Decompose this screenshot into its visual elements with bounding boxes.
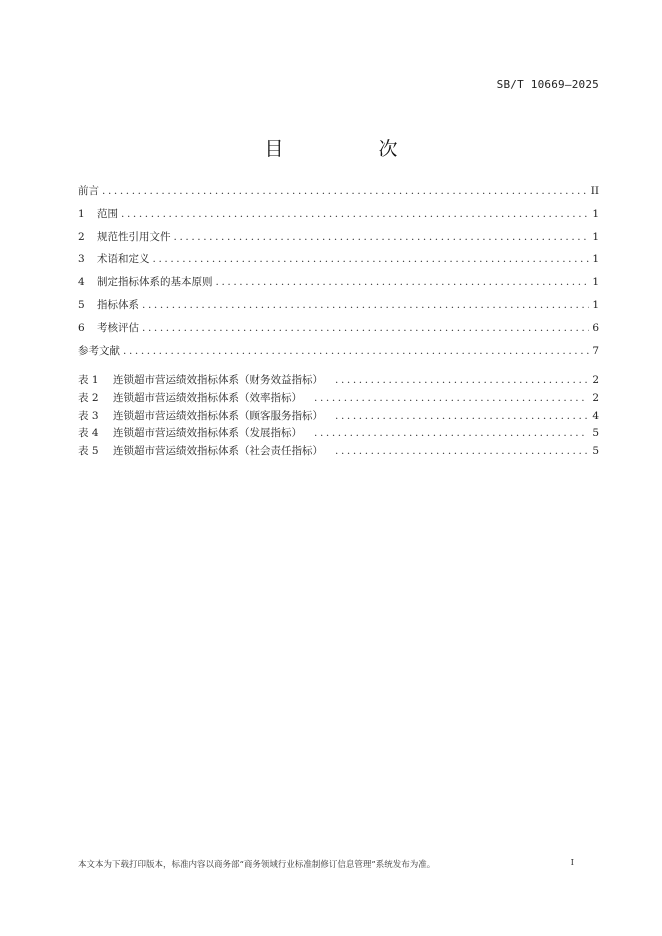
table-entry-label: 连锁超市营运绩效指标体系（效率指标） bbox=[113, 391, 302, 404]
table-entry-page: 4 bbox=[592, 409, 599, 422]
table-entry-number: 表 3 bbox=[78, 409, 99, 422]
toc-item-label: 指标体系 bbox=[97, 298, 139, 311]
table-entry-label: 连锁超市营运绩效指标体系（社会责任指标） bbox=[113, 445, 323, 458]
dot-leader bbox=[335, 372, 588, 390]
table-entry-page: 5 bbox=[592, 427, 599, 440]
toc-item-label: 范围 bbox=[97, 207, 118, 220]
toc-item-indicator-system[interactable] bbox=[78, 294, 599, 317]
table-entry-2[interactable] bbox=[78, 390, 599, 408]
toc-item-page: 1 bbox=[592, 253, 599, 266]
table-entry-label: 连锁超市营运绩效指标体系（顾客服务指标） bbox=[113, 409, 323, 422]
list-of-tables bbox=[78, 372, 599, 461]
table-entry-number: 表 5 bbox=[78, 445, 99, 458]
table-entry-number: 表 4 bbox=[78, 427, 99, 440]
table-entry-4[interactable] bbox=[78, 425, 599, 443]
toc-item-number: 1 bbox=[78, 207, 85, 220]
toc-item-number: 4 bbox=[78, 276, 85, 289]
toc-item-page: 7 bbox=[592, 344, 599, 357]
toc-item-label: 考核评估 bbox=[97, 321, 139, 334]
table-entry-page: 2 bbox=[592, 391, 599, 404]
standard-number: SB/T 10669—2025 bbox=[496, 78, 599, 91]
table-entry-5[interactable] bbox=[78, 443, 599, 461]
toc-item-scope[interactable] bbox=[78, 203, 599, 226]
dot-leader bbox=[335, 408, 588, 426]
toc-item-number: 5 bbox=[78, 298, 85, 311]
dot-leader bbox=[142, 317, 589, 340]
toc-item-foreword[interactable] bbox=[78, 180, 599, 203]
toc-item-bibliography[interactable] bbox=[78, 340, 599, 363]
toc-item-principles[interactable] bbox=[78, 271, 599, 294]
toc-item-label: 制定指标体系的基本原则 bbox=[97, 276, 213, 289]
toc-item-label: 参考文献 bbox=[78, 344, 120, 357]
toc-item-assessment[interactable] bbox=[78, 317, 599, 340]
dot-leader bbox=[153, 248, 590, 271]
toc-item-terms[interactable] bbox=[78, 248, 599, 271]
toc-item-label: 术语和定义 bbox=[97, 253, 150, 266]
table-entry-3[interactable] bbox=[78, 408, 599, 426]
table-entry-page: 2 bbox=[592, 374, 599, 386]
page-number: I bbox=[570, 858, 574, 868]
dot-leader bbox=[314, 390, 588, 408]
dot-leader bbox=[335, 443, 588, 461]
page-footer bbox=[78, 858, 574, 870]
dot-leader bbox=[123, 340, 589, 363]
table-of-contents bbox=[78, 180, 599, 362]
dot-leader bbox=[314, 425, 588, 443]
dot-leader bbox=[174, 226, 590, 249]
toc-item-label: 规范性引用文件 bbox=[97, 230, 171, 243]
dot-leader bbox=[102, 180, 588, 203]
toc-item-normative-references[interactable] bbox=[78, 226, 599, 249]
toc-item-label: 前言 bbox=[78, 185, 99, 197]
toc-item-number: 3 bbox=[78, 253, 85, 266]
dot-leader bbox=[121, 203, 589, 226]
table-entry-label: 连锁超市营运绩效指标体系（财务效益指标） bbox=[113, 374, 323, 386]
toc-item-page: 6 bbox=[592, 321, 599, 334]
table-entry-1[interactable] bbox=[78, 372, 599, 390]
toc-item-page: 1 bbox=[592, 207, 599, 220]
toc-item-page: 1 bbox=[592, 298, 599, 311]
footer-note: 本文本为下载打印版本，标准内容以商务部“商务领域行业标准制修订信息管理”系统发布为准。 bbox=[78, 860, 436, 870]
table-entry-number: 表 2 bbox=[78, 391, 99, 404]
table-entry-label: 连锁超市营运绩效指标体系（发展指标） bbox=[113, 427, 302, 440]
table-entry-number: 表 1 bbox=[78, 374, 99, 386]
table-entry-page: 5 bbox=[592, 445, 599, 458]
toc-item-page: 1 bbox=[592, 276, 599, 289]
dot-leader bbox=[216, 271, 590, 294]
page-title: 目 次 bbox=[264, 138, 436, 160]
toc-item-page: II bbox=[590, 185, 599, 197]
toc-item-number: 2 bbox=[78, 230, 85, 243]
toc-item-page: 1 bbox=[592, 230, 599, 243]
toc-item-number: 6 bbox=[78, 321, 85, 334]
dot-leader bbox=[142, 294, 589, 317]
